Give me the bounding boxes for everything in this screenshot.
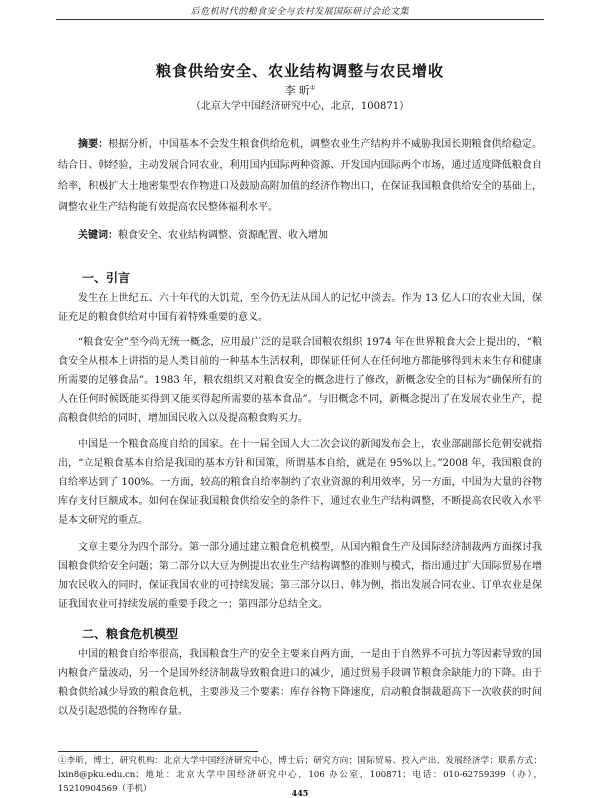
paper-title: 粮食供给安全、农业结构调整与农民增收 [155,62,444,80]
author [0,82,600,98]
running-header: 后危机时代的粮食安全与农村发展国际研讨会论文集 [190,7,410,17]
keywords-label: 关键词： [78,230,118,241]
author-name: 李 昕 [284,84,311,97]
header-rule [56,19,544,20]
affiliation: （北京大学中国经济研究中心，北京，100871） [190,101,410,112]
keywords [58,225,542,246]
section-heading-intro: 一、引言 [82,271,131,285]
abstract-label: 摘要： [78,139,109,150]
keywords-text: 粮食安全、农业结构调整、资源配置、收入增加 [118,230,328,241]
author-footnote-mark: ① [310,84,316,92]
abstract [58,134,542,218]
footnote-rule [58,751,258,752]
abstract-text: 根据分析，中国基本不会发生粮食供给危机，调整农业生产结构并不威胁我国长期粮食供给稳定。结合日、韩经验，主动发展合同农业，利用国内国际两种资源、开发国内国际两个市场，通过适度降低粮食自给率，积极扩大土地密集型农作物进口及鼓励高附加值的经济作物出口，在保证我国粮食供给安全的基础上，调整农业生产结构能有效提高农民整体福利水平。 [58,139,543,213]
paragraph: 发生在上世纪五、六十年代的大饥荒，至今仍无法从国人的记忆中淡去。作为 13 亿人口的农业大国，保证充足的粮食供给对中国有着特殊重要的意义。 [58,293,542,323]
page-number: 445 [291,788,309,798]
paragraph: 中国是一个粮食高度自给的国家。在十一届全国人大二次会议的新闻发布会上，农业部副部长危朝安就指出，“立足粮食基本自给是我国的基本方针和国策，所谓基本自给，就是在 95%以上。”2008 年，我国粮食的自给率达到了 100%。一方面，较高的粮食自给率制约了农业资源的利用效率，另一方面，中国为大量的谷物库存支付巨额成本。如何在保证我国粮食供给安全的条件下，通过农业生产结构调整，不断提高农民收入水平是本文研究的重点。 [58,439,542,526]
paragraph: 中国的粮食自给率很高，我国粮食生产的安全主要来自两方面，一是由于自然界不可抗力等因素导致的国内粮食产量波动，另一个是国外经济制裁导致粮食进口的减少，通过贸易手段调节粮食余缺能力的下降。由于粮食供给减少导致的粮食危机，主要涉及三个要素：库存谷物下降速度，启动粮食制裁超高下一次收获的时间以及引起恐慌的谷物库存量。 [58,649,542,717]
footnote: ①李昕，博士，研究机构：北京大学中国经济研究中心，博士后；研究方向：国际贸易、投入产出、发展经济学；联系方式：lxin8@pku.edu.cn；地址：北京大学中国经济研究中心，106 办公室，100871；电话：010-62759399（办），15210904569（手机） [58,756,542,794]
paragraph: “粮食安全”至今尚无统一概念，应用最广泛的是联合国粮农组织 1974 年在世界粮食大会上提出的，“粮食安全从根本上讲指的是人类目前的一种基本生活权利，即保证任何人在任何地方都能够得到未来生存和健康所需要的足够食品”。1983 年，粮农组织又对粮食安全的概念进行了修改，新概念安全的目标为“确保所有的人在任何时候既能买得到又能买得起所需要的基本食品”。与旧概念不同，新概念提出了在发展农业生产，提高粮食供给的同时，增加国民收入以及提高粮食购买力。 [58,337,542,424]
paragraph: 文章主要分为四个部分。第一部分通过建立粮食危机模型，从国内粮食生产及国际经济制裁两方面探讨我国粮食供给安全问题；第二部分以大豆为例提出农业生产结构调整的准则与模式，指出通过扩大国际贸易在增加农民收入的同时，保证我国农业的可持续发展；第三部分以日、韩为例，指出发展合同农业、订单农业是保证我国农业可持续发展的重要手段之一；第四部分总结全文。 [58,542,542,610]
section-heading-crisis-model: 二、粮食危机模型 [82,627,179,641]
